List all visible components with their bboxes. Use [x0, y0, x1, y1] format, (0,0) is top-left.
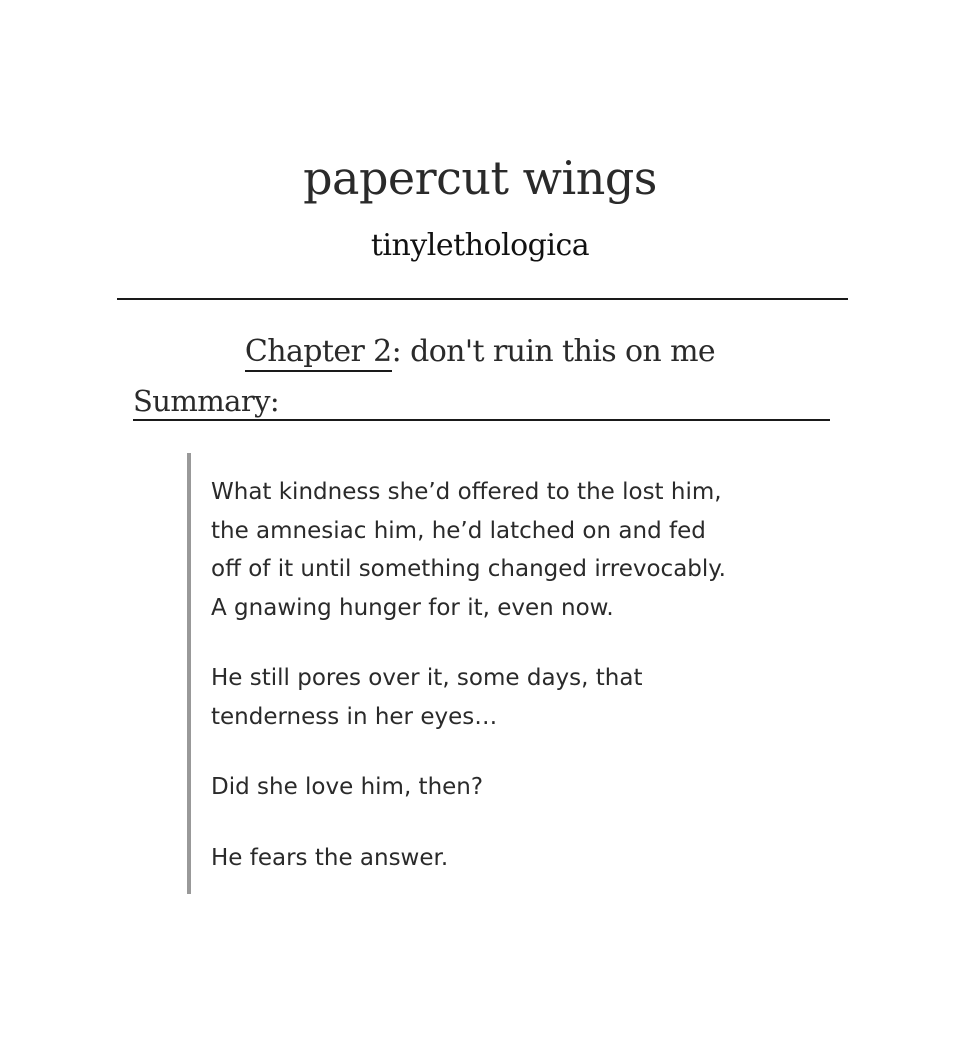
chapter-title: don't ruin this on me — [410, 334, 716, 369]
summary-paragraph — [211, 839, 807, 878]
summary-line: He fears the answer. — [211, 844, 449, 871]
chapter-heading — [0, 330, 960, 374]
summary-paragraph — [211, 473, 807, 627]
summary-line: He still pores over it, some days, that — [211, 665, 643, 691]
title-divider — [117, 298, 848, 300]
summary-blockquote — [187, 453, 807, 894]
summary-line: What kindness she’d offered to the lost him, — [211, 479, 722, 505]
chapter-link[interactable]: Chapter 2 — [245, 334, 392, 372]
summary-line: the amnesiac him, he’d latched on and fed — [211, 517, 706, 544]
summary-line: A gnawing hunger for it, even now. — [211, 594, 614, 621]
summary-line: tenderness in her eyes… — [211, 703, 498, 730]
work-author: tinylethologica — [370, 228, 590, 263]
summary-paragraph — [211, 659, 807, 736]
summary-line: off of it until something changed irrevocably. — [211, 556, 726, 582]
chapter-title-separator: : — [391, 334, 411, 369]
summary-line: Did she love him, then? — [211, 774, 484, 800]
work-title: papercut wings — [303, 151, 657, 205]
summary-heading: Summary: — [133, 383, 830, 421]
summary-paragraph — [211, 768, 807, 807]
